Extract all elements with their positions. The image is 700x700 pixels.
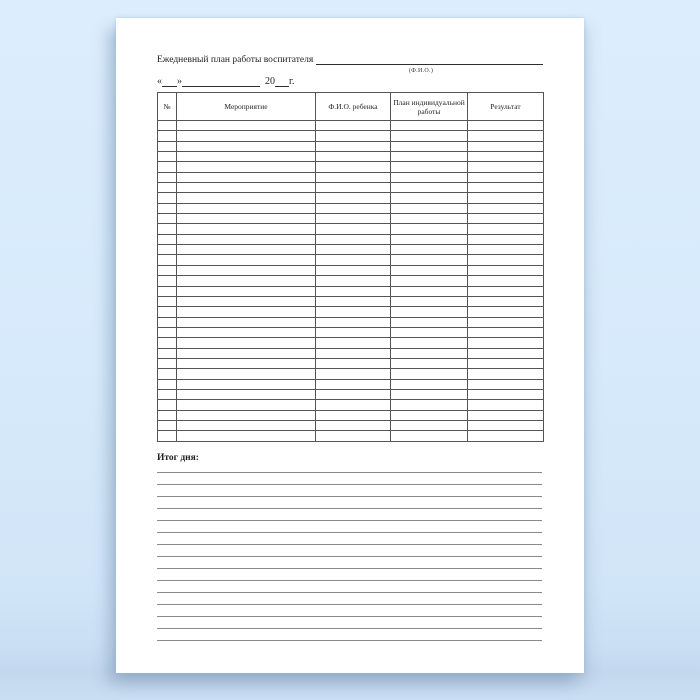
table-cell	[158, 245, 177, 255]
table-cell	[177, 400, 316, 410]
table-cell	[391, 317, 468, 327]
table-cell	[391, 400, 468, 410]
table-cell	[468, 131, 544, 141]
table-row	[158, 400, 544, 410]
table-cell	[158, 400, 177, 410]
table-cell	[316, 172, 391, 182]
table-cell	[316, 214, 391, 224]
table-cell	[177, 203, 316, 213]
table-cell	[316, 379, 391, 389]
table-cell	[177, 162, 316, 172]
table-cell	[158, 379, 177, 389]
table-cell	[177, 379, 316, 389]
table-cell	[316, 276, 391, 286]
table-cell	[468, 348, 544, 358]
title-row	[157, 54, 543, 66]
table-cell	[468, 162, 544, 172]
table-cell	[468, 286, 544, 296]
table-cell	[468, 307, 544, 317]
table-row	[158, 420, 544, 430]
table-row	[158, 338, 544, 348]
table-cell	[177, 245, 316, 255]
table-cell	[177, 255, 316, 265]
table-cell	[158, 338, 177, 348]
table-cell	[391, 183, 468, 193]
table-cell	[468, 121, 544, 131]
summary-rule-line	[157, 545, 542, 557]
table-row	[158, 245, 544, 255]
summary-rule-line	[157, 617, 542, 629]
table-cell	[158, 141, 177, 151]
table-cell	[316, 338, 391, 348]
table-cell	[177, 141, 316, 151]
date-day-blank-line	[162, 77, 177, 87]
table-cell	[468, 420, 544, 430]
table-cell	[158, 317, 177, 327]
table-row	[158, 379, 544, 389]
table-cell	[316, 265, 391, 275]
table-cell	[468, 255, 544, 265]
table-cell	[158, 162, 177, 172]
summary-rule-line	[157, 605, 542, 617]
table-cell	[177, 286, 316, 296]
table-row	[158, 265, 544, 275]
header-row	[158, 93, 544, 121]
table-row	[158, 307, 544, 317]
table-cell	[158, 121, 177, 131]
table-cell	[468, 379, 544, 389]
table-cell	[468, 203, 544, 213]
table-cell	[316, 234, 391, 244]
table-cell	[316, 224, 391, 234]
table-cell	[468, 317, 544, 327]
table-cell	[468, 245, 544, 255]
table-cell	[391, 162, 468, 172]
table-cell	[177, 348, 316, 358]
table-row	[158, 276, 544, 286]
table-cell	[391, 193, 468, 203]
table-cell	[391, 389, 468, 399]
table-cell	[177, 172, 316, 182]
table-cell	[391, 286, 468, 296]
table-cell	[391, 327, 468, 337]
table-cell	[177, 276, 316, 286]
table-cell	[391, 307, 468, 317]
table-cell	[177, 234, 316, 244]
table-cell	[468, 276, 544, 286]
summary-rule-line	[157, 461, 542, 473]
date-month-blank-line	[182, 77, 260, 87]
summary-rule-line	[157, 593, 542, 605]
table-cell	[468, 369, 544, 379]
table-cell	[391, 203, 468, 213]
table-row	[158, 162, 544, 172]
table-row	[158, 183, 544, 193]
table-cell	[177, 131, 316, 141]
table-cell	[177, 431, 316, 441]
table-row	[158, 327, 544, 337]
table-row	[158, 286, 544, 296]
date-year-suffix: г.	[289, 76, 295, 87]
table-cell	[177, 327, 316, 337]
table-row	[158, 203, 544, 213]
table-row	[158, 172, 544, 182]
table-cell	[158, 234, 177, 244]
table-cell	[177, 307, 316, 317]
table-cell	[316, 141, 391, 151]
date-close-quote: »	[177, 76, 182, 87]
table-cell	[391, 152, 468, 162]
table-cell	[391, 131, 468, 141]
table-cell	[158, 327, 177, 337]
table-row	[158, 317, 544, 327]
table-cell	[158, 286, 177, 296]
table-cell	[177, 121, 316, 131]
table-cell	[177, 317, 316, 327]
table-cell	[391, 234, 468, 244]
plan-table-head	[158, 93, 544, 121]
table-cell	[158, 420, 177, 430]
summary-rule-line	[157, 521, 542, 533]
table-cell	[158, 369, 177, 379]
table-cell	[391, 224, 468, 234]
table-cell	[177, 389, 316, 399]
table-cell	[316, 296, 391, 306]
plan-table-body	[158, 121, 544, 442]
table-cell	[316, 203, 391, 213]
summary-rule-line	[157, 569, 542, 581]
table-cell	[158, 255, 177, 265]
table-cell	[391, 369, 468, 379]
summary-label: Итог дня:	[157, 453, 199, 463]
table-row	[158, 131, 544, 141]
table-row	[158, 234, 544, 244]
table-cell	[158, 431, 177, 441]
table-cell	[391, 214, 468, 224]
table-cell	[468, 389, 544, 399]
table-cell	[391, 410, 468, 420]
plan-table	[157, 92, 544, 442]
table-cell	[316, 348, 391, 358]
table-cell	[316, 245, 391, 255]
table-row	[158, 431, 544, 441]
table-cell	[391, 245, 468, 255]
table-cell	[158, 276, 177, 286]
table-row	[158, 348, 544, 358]
date-year-blank-line	[275, 77, 289, 87]
table-row	[158, 224, 544, 234]
table-cell	[158, 307, 177, 317]
table-cell	[468, 296, 544, 306]
table-cell	[158, 224, 177, 234]
table-cell	[177, 224, 316, 234]
table-row	[158, 214, 544, 224]
table-cell	[316, 183, 391, 193]
summary-rule-line	[157, 581, 542, 593]
table-cell	[468, 265, 544, 275]
column-header: Результат	[468, 93, 544, 121]
table-cell	[316, 389, 391, 399]
table-cell	[316, 286, 391, 296]
table-row	[158, 193, 544, 203]
table-cell	[468, 338, 544, 348]
table-cell	[177, 338, 316, 348]
table-cell	[468, 193, 544, 203]
table-cell	[391, 358, 468, 368]
table-row	[158, 389, 544, 399]
table-cell	[316, 121, 391, 131]
table-cell	[391, 420, 468, 430]
table-cell	[316, 410, 391, 420]
table-row	[158, 358, 544, 368]
table-cell	[177, 152, 316, 162]
table-cell	[158, 296, 177, 306]
table-cell	[468, 400, 544, 410]
column-header: Мероприятие	[177, 93, 316, 121]
summary-rule-line	[157, 533, 542, 545]
table-cell	[316, 400, 391, 410]
table-row	[158, 296, 544, 306]
table-cell	[391, 276, 468, 286]
table-cell	[468, 224, 544, 234]
table-cell	[158, 152, 177, 162]
table-cell	[316, 327, 391, 337]
table-cell	[316, 307, 391, 317]
column-header: План индивидуальной работы	[391, 93, 468, 121]
summary-rule-line	[157, 473, 542, 485]
table-cell	[158, 410, 177, 420]
table-cell	[316, 193, 391, 203]
table-cell	[177, 183, 316, 193]
table-cell	[468, 234, 544, 244]
table-row	[158, 141, 544, 151]
table-cell	[316, 317, 391, 327]
table-cell	[158, 358, 177, 368]
table-cell	[177, 410, 316, 420]
table-cell	[177, 296, 316, 306]
table-cell	[177, 358, 316, 368]
table-row	[158, 152, 544, 162]
fio-blank-line	[316, 55, 543, 65]
summary-rule-line	[157, 485, 542, 497]
table-cell	[316, 152, 391, 162]
table-cell	[177, 214, 316, 224]
table-cell	[158, 348, 177, 358]
form-title: Ежедневный план работы воспитателя	[157, 55, 314, 65]
table-row	[158, 255, 544, 265]
table-cell	[391, 141, 468, 151]
date-open-quote: «	[157, 76, 162, 87]
column-header: Ф.И.О. ребенка	[316, 93, 391, 121]
table-cell	[391, 265, 468, 275]
table-cell	[316, 358, 391, 368]
table-cell	[391, 296, 468, 306]
table-cell	[391, 172, 468, 182]
table-cell	[177, 265, 316, 275]
table-row	[158, 369, 544, 379]
table-cell	[158, 203, 177, 213]
table-cell	[158, 193, 177, 203]
table-cell	[316, 369, 391, 379]
table-cell	[391, 431, 468, 441]
summary-rule-line	[157, 497, 542, 509]
table-cell	[468, 183, 544, 193]
table-cell	[316, 162, 391, 172]
summary-rule-line	[157, 629, 542, 641]
table-cell	[158, 265, 177, 275]
table-cell	[468, 152, 544, 162]
table-cell	[158, 183, 177, 193]
table-row	[158, 410, 544, 420]
table-cell	[391, 379, 468, 389]
table-cell	[468, 141, 544, 151]
column-header: №	[158, 93, 177, 121]
table-cell	[468, 327, 544, 337]
table-cell	[468, 358, 544, 368]
date-year-prefix: 20	[265, 76, 275, 87]
table-row	[158, 121, 544, 131]
table-cell	[177, 369, 316, 379]
table-cell	[468, 410, 544, 420]
table-cell	[316, 131, 391, 141]
table-cell	[391, 338, 468, 348]
table-cell	[177, 193, 316, 203]
table-cell	[391, 121, 468, 131]
table-cell	[468, 214, 544, 224]
summary-lines	[157, 461, 542, 641]
table-cell	[468, 431, 544, 441]
table-cell	[158, 172, 177, 182]
table-cell	[391, 348, 468, 358]
table-cell	[158, 131, 177, 141]
table-cell	[158, 389, 177, 399]
summary-rule-line	[157, 557, 542, 569]
table-cell	[316, 255, 391, 265]
date-row	[157, 75, 294, 88]
table-cell	[158, 214, 177, 224]
document-page	[116, 18, 584, 673]
table-cell	[468, 172, 544, 182]
table-cell	[177, 420, 316, 430]
table-cell	[391, 255, 468, 265]
summary-rule-line	[157, 509, 542, 521]
fio-caption: (Ф.И.О.)	[408, 68, 434, 74]
table-cell	[316, 431, 391, 441]
table-cell	[316, 420, 391, 430]
